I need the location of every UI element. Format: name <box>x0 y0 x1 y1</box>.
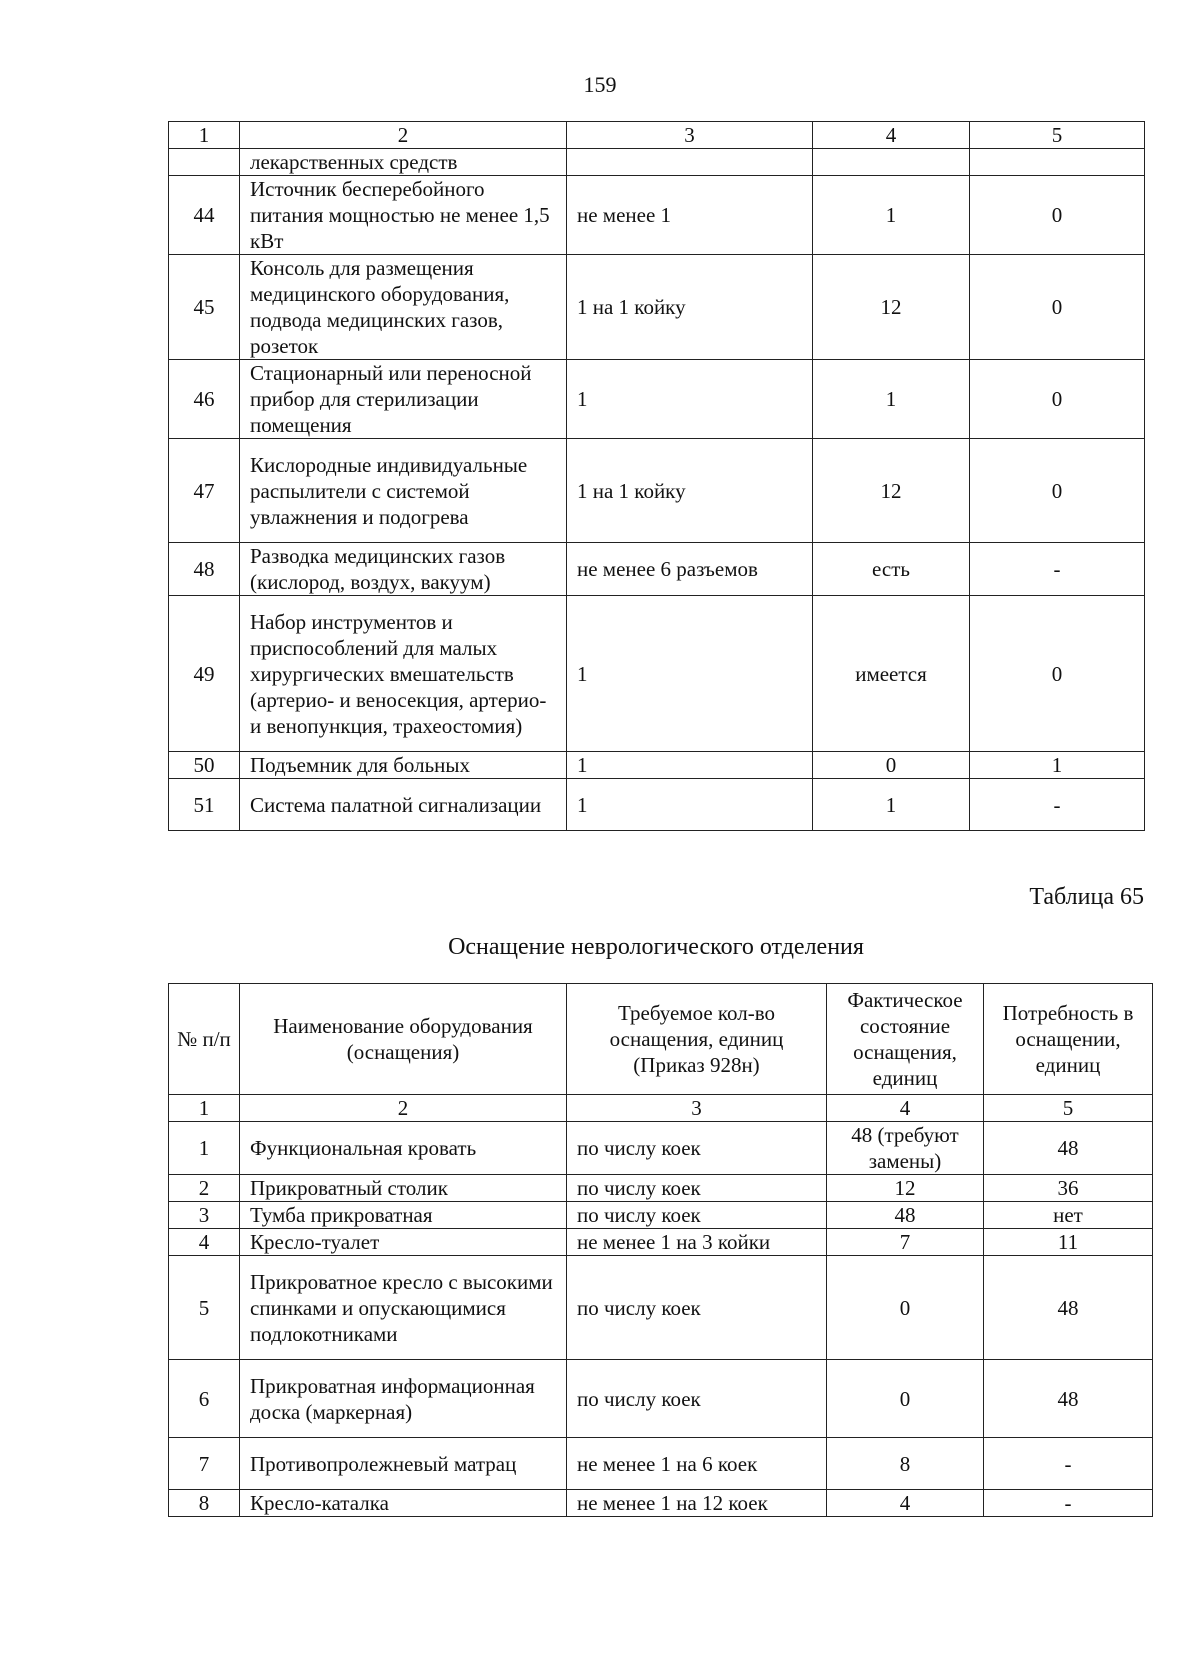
column-number-cell: 3 <box>567 122 813 149</box>
neurology-equipment-table <box>168 983 1153 1517</box>
equipment-name-cell: лекарственных средств <box>240 149 567 176</box>
equipment-name-cell: Противопролежневый матрац <box>240 1438 567 1490</box>
row-number-cell: 7 <box>169 1438 240 1490</box>
equipment-name-cell: Кислородные индивидуальные распылители с системой увлажнения и подогрева <box>240 439 567 543</box>
required-quantity-cell: по числу коек <box>567 1175 827 1202</box>
equipment-name-cell: Функциональная кровать <box>240 1122 567 1175</box>
row-number-cell: 4 <box>169 1229 240 1256</box>
required-quantity-cell: 1 на 1 койку <box>567 255 813 360</box>
header-number: № п/п <box>169 984 240 1095</box>
required-quantity-cell: не менее 1 <box>567 176 813 255</box>
actual-state-cell: есть <box>813 543 970 596</box>
column-numbers-row <box>169 122 1145 149</box>
table-row <box>169 255 1145 360</box>
actual-state-cell: 1 <box>813 176 970 255</box>
row-number-cell: 51 <box>169 779 240 831</box>
table-row <box>169 149 1145 176</box>
equipment-table-continued <box>168 121 1145 831</box>
need-cell: 11 <box>984 1229 1153 1256</box>
row-number-cell <box>169 149 240 176</box>
row-number-cell: 44 <box>169 176 240 255</box>
actual-state-cell: 48 (требуют замены) <box>827 1122 984 1175</box>
column-number-cell: 2 <box>240 1095 567 1122</box>
actual-state-cell: 48 <box>827 1202 984 1229</box>
required-quantity-cell: 1 <box>567 779 813 831</box>
table-row <box>169 752 1145 779</box>
need-cell: 48 <box>984 1256 1153 1360</box>
table-title: Оснащение неврологического отделения <box>448 934 864 960</box>
need-cell: 0 <box>970 255 1145 360</box>
row-number-cell: 47 <box>169 439 240 543</box>
header-required: Требуемое кол-во оснащения, единиц (Приказ 928н) <box>567 984 827 1095</box>
actual-state-cell: 0 <box>813 752 970 779</box>
required-quantity-cell: не менее 1 на 12 коек <box>567 1490 827 1517</box>
need-cell: 0 <box>970 360 1145 439</box>
actual-state-cell: 12 <box>813 255 970 360</box>
header-name: Наименование оборудования (оснащения) <box>240 984 567 1095</box>
row-number-cell: 49 <box>169 596 240 752</box>
table-row <box>169 596 1145 752</box>
row-number-cell: 6 <box>169 1360 240 1438</box>
table-row <box>169 1438 1153 1490</box>
need-cell: - <box>984 1438 1153 1490</box>
table-row <box>169 1256 1153 1360</box>
row-number-cell: 1 <box>169 1122 240 1175</box>
column-number-cell: 1 <box>169 122 240 149</box>
equipment-name-cell: Разводка медицинских газов (кислород, воздух, вакуум) <box>240 543 567 596</box>
table-header-row <box>169 984 1153 1095</box>
required-quantity-cell: по числу коек <box>567 1360 827 1438</box>
required-quantity-cell <box>567 149 813 176</box>
equipment-name-cell: Стационарный или переносной прибор для стерилизации помещения <box>240 360 567 439</box>
need-cell: 1 <box>970 752 1145 779</box>
column-number-cell: 5 <box>984 1095 1153 1122</box>
required-quantity-cell: 1 <box>567 596 813 752</box>
row-number-cell: 3 <box>169 1202 240 1229</box>
required-quantity-cell: 1 на 1 койку <box>567 439 813 543</box>
row-number-cell: 5 <box>169 1256 240 1360</box>
need-cell: 0 <box>970 176 1145 255</box>
equipment-name-cell: Прикроватное кресло с высокими спинками и опускающимися подлокотниками <box>240 1256 567 1360</box>
need-cell: 36 <box>984 1175 1153 1202</box>
equipment-name-cell: Система палатной сигнализации <box>240 779 567 831</box>
table-row <box>169 360 1145 439</box>
equipment-name-cell: Источник бесперебойного питания мощностью не менее 1,5 кВт <box>240 176 567 255</box>
need-cell: 0 <box>970 439 1145 543</box>
table-row <box>169 1490 1153 1517</box>
required-quantity-cell: 1 <box>567 360 813 439</box>
required-quantity-cell: по числу коек <box>567 1256 827 1360</box>
equipment-name-cell: Прикроватная информационная доска (маркерная) <box>240 1360 567 1438</box>
column-numbers-row <box>169 1095 1153 1122</box>
need-cell: нет <box>984 1202 1153 1229</box>
row-number-cell: 45 <box>169 255 240 360</box>
equipment-name-cell: Кресло-каталка <box>240 1490 567 1517</box>
actual-state-cell: 12 <box>827 1175 984 1202</box>
table-row <box>169 1229 1153 1256</box>
table-row <box>169 1360 1153 1438</box>
need-cell <box>970 149 1145 176</box>
actual-state-cell: 0 <box>827 1360 984 1438</box>
column-number-cell: 4 <box>813 122 970 149</box>
actual-state-cell: 1 <box>813 779 970 831</box>
required-quantity-cell: 1 <box>567 752 813 779</box>
need-cell: 0 <box>970 596 1145 752</box>
column-number-cell: 3 <box>567 1095 827 1122</box>
equipment-name-cell: Кресло-туалет <box>240 1229 567 1256</box>
column-number-cell: 4 <box>827 1095 984 1122</box>
table-label: Таблица 65 <box>1029 884 1144 910</box>
actual-state-cell: 12 <box>813 439 970 543</box>
table-row <box>169 439 1145 543</box>
table-row <box>169 1175 1153 1202</box>
need-cell: - <box>970 543 1145 596</box>
header-actual: Фактическое состояние оснащения, единиц <box>827 984 984 1095</box>
equipment-name-cell: Прикроватный столик <box>240 1175 567 1202</box>
need-cell: 48 <box>984 1122 1153 1175</box>
column-number-cell: 5 <box>970 122 1145 149</box>
need-cell: 48 <box>984 1360 1153 1438</box>
actual-state-cell: 7 <box>827 1229 984 1256</box>
actual-state-cell: 4 <box>827 1490 984 1517</box>
required-quantity-cell: не менее 1 на 3 койки <box>567 1229 827 1256</box>
row-number-cell: 46 <box>169 360 240 439</box>
equipment-name-cell: Подъемник для больных <box>240 752 567 779</box>
column-number-cell: 2 <box>240 122 567 149</box>
column-number-cell: 1 <box>169 1095 240 1122</box>
row-number-cell: 50 <box>169 752 240 779</box>
actual-state-cell <box>813 149 970 176</box>
table-row <box>169 1122 1153 1175</box>
actual-state-cell: имеется <box>813 596 970 752</box>
actual-state-cell: 1 <box>813 360 970 439</box>
need-cell: - <box>970 779 1145 831</box>
actual-state-cell: 8 <box>827 1438 984 1490</box>
row-number-cell: 48 <box>169 543 240 596</box>
need-cell: - <box>984 1490 1153 1517</box>
required-quantity-cell: не менее 1 на 6 коек <box>567 1438 827 1490</box>
required-quantity-cell: по числу коек <box>567 1202 827 1229</box>
equipment-name-cell: Тумба прикроватная <box>240 1202 567 1229</box>
table-row <box>169 1202 1153 1229</box>
row-number-cell: 8 <box>169 1490 240 1517</box>
header-need: Потребность в оснащении, единиц <box>984 984 1153 1095</box>
equipment-name-cell: Консоль для размещения медицинского оборудования, подвода медицинских газов, розеток <box>240 255 567 360</box>
table-row <box>169 779 1145 831</box>
table-row <box>169 176 1145 255</box>
page-number: 159 <box>583 72 617 97</box>
required-quantity-cell: не менее 6 разъемов <box>567 543 813 596</box>
equipment-name-cell: Набор инструментов и приспособлений для малых хирургических вмешательств (артерио- и веносекция, артерио- и венопункция, трахеостомия) <box>240 596 567 752</box>
row-number-cell: 2 <box>169 1175 240 1202</box>
actual-state-cell: 0 <box>827 1256 984 1360</box>
required-quantity-cell: по числу коек <box>567 1122 827 1175</box>
table-row <box>169 543 1145 596</box>
